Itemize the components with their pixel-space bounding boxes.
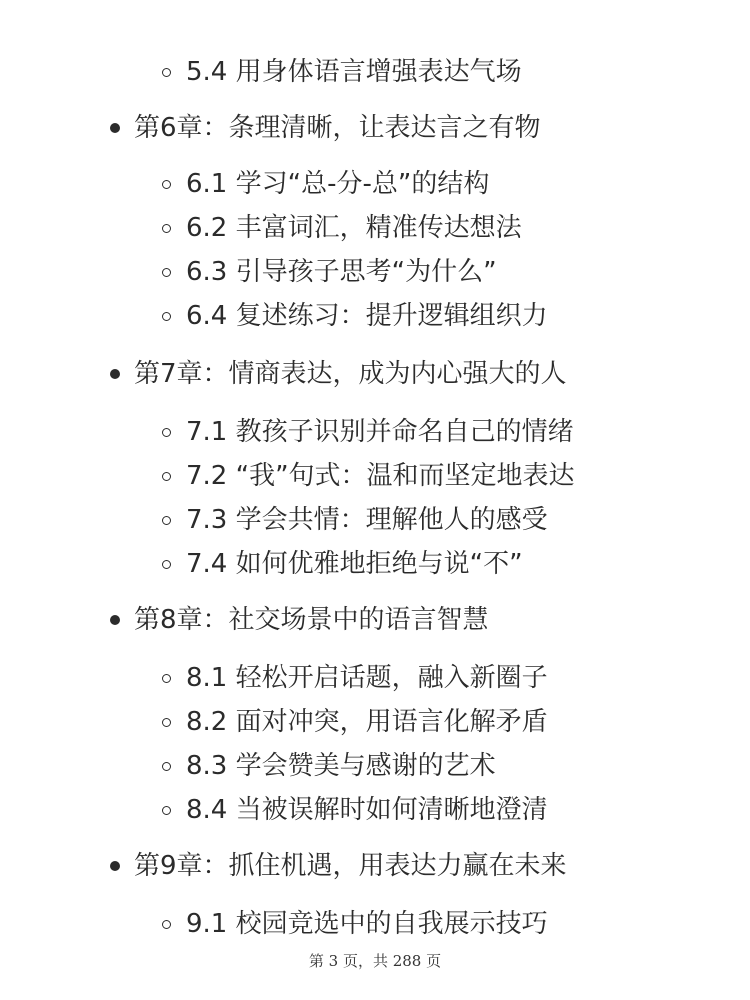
hollow-bullet-icon: [162, 674, 171, 683]
toc-chapter-label: 第6章：条理清晰，让表达言之有物: [134, 113, 541, 143]
toc-section-6-4: [162, 298, 548, 334]
hollow-bullet-icon: [162, 718, 171, 727]
toc-section-8-1: [162, 660, 548, 696]
hollow-bullet-icon: [162, 224, 171, 233]
toc-section-7-3: [162, 502, 548, 538]
toc-section-label: 6.3 引导孩子思考“为什么”: [186, 257, 497, 287]
toc-section-8-2: [162, 704, 548, 740]
filled-bullet-icon: [110, 369, 120, 379]
toc-chapter-label: 第7章：情商表达，成为内心强大的人: [134, 359, 567, 389]
hollow-bullet-icon: [162, 516, 171, 525]
toc-chapter-6: [110, 110, 541, 146]
hollow-bullet-icon: [162, 560, 171, 569]
toc-section-label: 8.2 面对冲突，用语言化解矛盾: [186, 707, 548, 737]
toc-section-label: 6.4 复述练习：提升逻辑组织力: [186, 301, 548, 331]
toc-section-8-4: [162, 792, 548, 828]
toc-section-6-1: [162, 166, 489, 202]
toc-section-label: 6.2 丰富词汇，精准传达想法: [186, 213, 522, 243]
toc-section-8-3: [162, 748, 496, 784]
hollow-bullet-icon: [162, 762, 171, 771]
hollow-bullet-icon: [162, 428, 171, 437]
hollow-bullet-icon: [162, 806, 171, 815]
toc-section-label: 7.4 如何优雅地拒绝与说“不”: [186, 549, 523, 579]
toc-section-label: 6.1 学习“总-分-总”的结构: [186, 169, 490, 199]
filled-bullet-icon: [110, 123, 120, 133]
filled-bullet-icon: [110, 861, 120, 871]
toc-section-5-4: [162, 54, 522, 90]
toc-chapter-8: [110, 602, 489, 638]
toc-chapter-label: 第9章：抓住机遇，用表达力赢在未来: [134, 851, 567, 881]
toc-chapter-7: [110, 356, 567, 392]
toc-section-7-4: [162, 546, 523, 582]
filled-bullet-icon: [110, 615, 120, 625]
hollow-bullet-icon: [162, 312, 171, 321]
toc-section-label: 8.4 当被误解时如何清晰地澄清: [186, 795, 548, 825]
hollow-bullet-icon: [162, 472, 171, 481]
toc-section-label: 8.1 轻松开启话题，融入新圈子: [186, 663, 548, 693]
toc-section-label: 5.4 用身体语言增强表达气场: [186, 57, 522, 87]
toc-section-label: 7.1 教孩子识别并命名自己的情绪: [186, 417, 574, 447]
toc-section-label: 7.2 “我”句式：温和而坚定地表达: [186, 461, 575, 491]
toc-section-9-1: [162, 906, 548, 942]
hollow-bullet-icon: [162, 68, 171, 77]
toc-section-7-1: [162, 414, 574, 450]
toc-section-label: 8.3 学会赞美与感谢的艺术: [186, 751, 496, 781]
toc-chapter-label: 第8章：社交场景中的语言智慧: [134, 605, 489, 635]
toc-section-label: 7.3 学会共情：理解他人的感受: [186, 505, 548, 535]
toc-section-6-3: [162, 254, 497, 290]
hollow-bullet-icon: [162, 268, 171, 277]
toc-section-label: 9.1 校园竞选中的自我展示技巧: [186, 909, 548, 939]
toc-section-6-2: [162, 210, 522, 246]
toc-section-7-2: [162, 458, 575, 494]
hollow-bullet-icon: [162, 180, 171, 189]
toc-chapter-9: [110, 848, 567, 884]
page-number-footer: 第 3 页，共 288 页: [308, 952, 442, 970]
hollow-bullet-icon: [162, 920, 171, 929]
